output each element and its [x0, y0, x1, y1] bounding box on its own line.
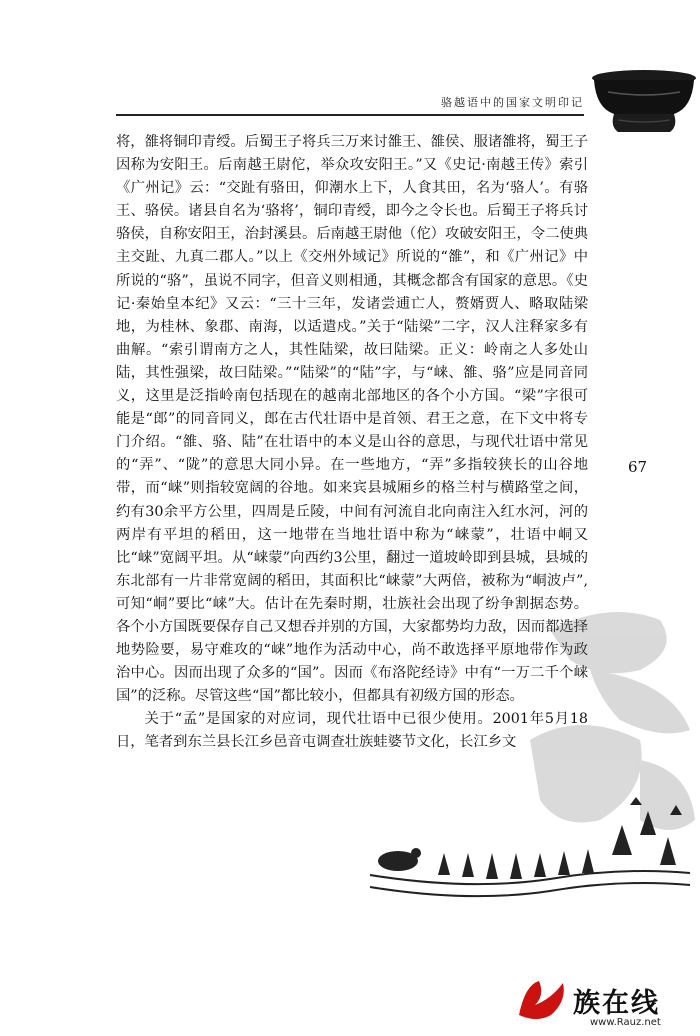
logo-text: 族在线	[573, 988, 660, 1019]
page-number: 67	[628, 458, 648, 476]
logo-brush-mark	[511, 975, 571, 1025]
running-header	[116, 92, 584, 116]
site-logo[interactable]	[505, 975, 700, 1036]
paragraph: 将，雒将铜印青绶。后蜀王子将兵三万来讨雒王、雒侯、服诸雒将，蜀王子因称为安阳王。后南越王尉佗，举众攻安阳王。”又《史记·南越王传》索引《广州记》云：“交趾有骆田，仰潮水上下，人食其田，名为‘骆人’。有骆王、骆侯。诸县自名为‘骆将’，铜印青绶，即今之令长也。后蜀王子将兵讨骆侯，自称安阳王，治封溪县。后南越王尉他（佗）攻破安阳王，令二使典主交趾、九真二郡人。”以上《交州外域记》所说的“雒”，和《广州记》中所说的“骆”，虽说不同字，但音义则相通，其概念都含有国家的意思。《史记·秦始皇本纪》又云：“三十三年，发诸尝逋亡人，赘婿贾人、略取陆梁地，为桂林、象郡、南海，以适遣戍。”关于“陆梁”二字，汉人注释家多有曲解。“索引谓南方之人，其性陆梁，故曰陆梁。正义：岭南之人多处山陆，其性强梁，故曰陆梁。”“陆梁”的“陆”字，与“崃、雒、骆”应是同音同义，这里是泛指岭南包括现在的越南北部地区的各个小方国。“梁”字很可能是“郎”的同音同义，郎在古代壮语中是首领、君王之意，在下文中将专门介绍。“雒、骆、陆”在壮语中的本义是山谷的意思，与现代壮语中常见的“弄”、“陇”的意思大同小异。在一些地方，“弄”多指较狭长的山谷地带，而“崃”则指较宽阔的谷地。如来宾县城厢乡的格兰村与横路堂之间，约有30余平方公里，四周是丘陵，中间有河流自北向南注入红水河，河的两岸有平坦的稻田，这一地带在当地壮语中称为“崃蒙”，壮语中峒又比“崃”宽阔平坦。从“崃蒙”向西约3公里，翻过一道坡岭即到县城，县城的东北部有一片非常宽阔的稻田，其面积比“崃蒙”大两倍，被称为“峒波卢”,可知“峒”要比“崃”大。估计在先秦时期，壮族社会出现了纷争割据态势。各个小方国既要保存自己又想吞并别的方国，大家都势均力敌，因而都选择地势险要，易守难攻的“崃”地作为活动中心，尚不敢选择平原地带作为政治中心。因而出现了众多的“国”。因而《布洛陀经诗》中有“一万二千个崃国”的泛称。尽管这些“国”都比较小，但都具有初级方国的形态。	[116, 134, 588, 705]
logo-url: www.Rauz.net	[590, 1017, 661, 1028]
running-header-title: 骆越语中的国家文明印记	[441, 96, 584, 109]
bronze-drum-frieze-figures	[350, 795, 700, 910]
paragraph: 关于“孟”是国家的对应词，现代壮语中已很少使用。2001年5月18日，笔者到东兰县长江乡邑音屯调查壮族蛙婆节文化，长江乡文	[116, 711, 588, 751]
bronze-drum-icon	[588, 68, 700, 134]
